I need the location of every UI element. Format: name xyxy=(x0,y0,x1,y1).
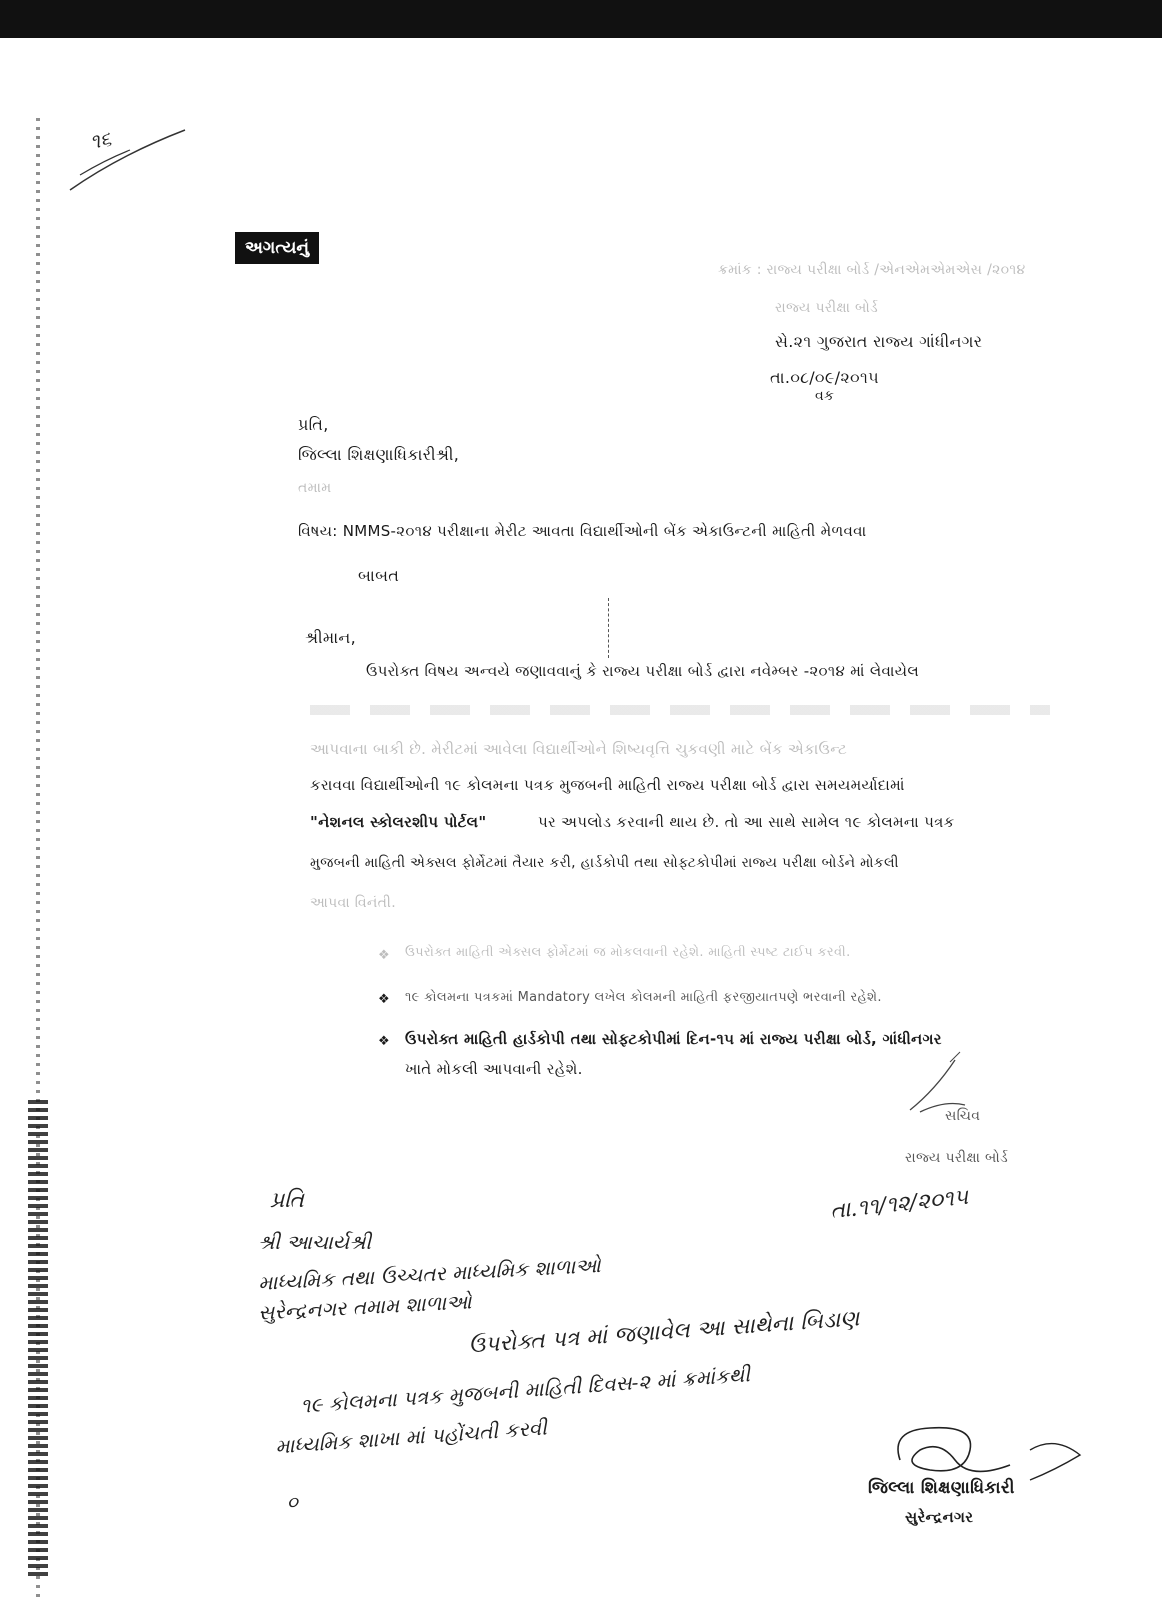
scan-edge-noise xyxy=(28,1100,48,1580)
body-paragraph-faint-line xyxy=(310,705,1050,715)
body-paragraph-line1: ઉપરોક્ત વિષય અન્વયે જણાવવાનું કે રાજ્ય પરીક્ષા બોર્ડ દ્વારા નવેમ્બર -૨૦૧૪ માં લેવાયેલ xyxy=(366,662,920,680)
signatory-title: સચિવ xyxy=(945,1108,981,1124)
letter-date: તા.૦૮/૦૯/૨૦૧૫ xyxy=(770,368,879,387)
bullet-marker: ❖ xyxy=(378,1034,390,1049)
bullet-text: ૧૯ કોલમના પત્રકમાં Mandatory લખેલ કોલમની માહિતી ફરજીયાતપણે ભરવાની રહેશે. xyxy=(405,990,882,1005)
bullet-continuation: ખાતે મોકલી આપવાની રહેશે. xyxy=(405,1060,583,1078)
handwritten-line5: ૧૯ કોલમના પત્રક મુજબની માહિતી દિવસ-૨ માં ક્રમાંકથી xyxy=(299,1362,751,1418)
body-paragraph-line7: આપવા વિનંતી. xyxy=(310,895,396,911)
bullet-marker: ❖ xyxy=(378,992,390,1007)
signatory-org: રાજ્ય પરીક્ષા બોર્ડ xyxy=(905,1150,1009,1166)
handwritten-line2: માધ્યમિક તથા ઉચ્ચતર માધ્યમિક શાળાઓ xyxy=(257,1253,602,1295)
subject-line2: બાબત xyxy=(358,566,400,585)
recipient-prati: પ્રતિ, xyxy=(298,415,329,434)
handwritten-line3: સુરેન્દ્રનગર તમામ શાળાઓ xyxy=(257,1289,473,1325)
body-paragraph-line6: મુજબની માહિતી એક્સલ ફોર્મેટમાં તૈયાર કરી, હાર્ડકોપી તથા સોફ્ટકોપીમાં રાજ્ય પરીક્ષા બોર્ડને મોકલી xyxy=(310,855,899,871)
bullet-text: ઉપરોક્ત માહિતી હાર્ડકોપી તથા સોફ્ટકોપીમાં દિન-૧૫ માં રાજ્ય પરીક્ષા બોર્ડ, ગાંધીનગર xyxy=(405,1030,942,1048)
ref-number: ક્રમાંક : રાજ્ય પરીક્ષા બોર્ડ /એનએમએમએસ /૨૦૧૪ xyxy=(718,262,1026,278)
recipient-officer: જિલ્લા શિક્ષણાધિકારીશ્રી, xyxy=(298,445,460,464)
corner-initials: ૧૬ xyxy=(87,126,114,154)
stamp-officer: જિલ્લા શિક્ષણાધિકારી xyxy=(868,1478,1015,1498)
body-paragraph-line3: આપવાના બાકી છે. મેરીટમાં આવેલા વિદ્યાર્થીઓને શિષ્યવૃત્તિ ચુકવણી માટે બેંક એકાઉન્ટ xyxy=(310,740,848,758)
scan-top-border xyxy=(0,0,1162,38)
body-paragraph-line5: પર અપલોડ કરવાની થાય છે. તો આ સાથે સામેલ ૧૯ કોલમના પત્રક xyxy=(538,813,955,831)
recipient-all: તમામ xyxy=(298,480,332,496)
bullet-text: ઉપરોક્ત માહિતી એક્સલ ફોર્મેટમાં જ મોકલવાની રહેશે. માહિતી સ્પષ્ટ ટાઈપ કરવી. xyxy=(405,945,851,960)
scan-left-edge xyxy=(0,38,12,1600)
corner-stroke xyxy=(60,120,190,200)
handwritten-line6: માધ્યમિક શાખા માં પહોંચતી કરવી xyxy=(274,1415,548,1459)
urgent-label: અગત્યનું xyxy=(235,232,319,264)
stamp-district: સુરેન્દ્રનગર xyxy=(905,1508,974,1526)
handwritten-line1: શ્રી આચાર્યશ્રી xyxy=(258,1230,372,1254)
office-address: સે.૨૧ ગુજરાત રાજ્ય ગાંધીનગર xyxy=(775,332,983,351)
office-line: રાજ્ય પરીક્ષા બોર્ડ xyxy=(775,300,879,316)
handwritten-prati: પ્રતિ xyxy=(270,1188,304,1213)
date-note: વક xyxy=(815,388,835,404)
body-paragraph-line4: કરાવવા વિદ્યાર્થીઓની ૧૯ કોલમના પત્રક મુજબની માહિતી રાજ્ય પરીક્ષા બોર્ડ દ્વારા સમયમર્યાદામાં xyxy=(310,776,905,794)
subject-line1: વિષય: NMMS-૨૦૧૪ પરીક્ષાના મેરીટ આવતા વિદ્યાર્થીઓની બેંક એકાઉન્ટની માહિતી મેળવવા xyxy=(298,522,867,540)
salutation: શ્રીમાન, xyxy=(305,628,357,647)
bullet-marker: ❖ xyxy=(378,948,390,963)
handwritten-line4: ઉપરોક્ત પત્ર માં જણાવેલ આ સાથેના બિડાણ xyxy=(467,1306,861,1359)
portal-name: "નેશનલ સ્કોલરશીપ પોર્ટલ" xyxy=(310,813,487,831)
fold-line xyxy=(608,598,610,658)
handwritten-date: તા.૧૧/૧૨/૨૦૧૫ xyxy=(829,1184,970,1225)
handwritten-mark: ૦ xyxy=(287,1492,298,1513)
